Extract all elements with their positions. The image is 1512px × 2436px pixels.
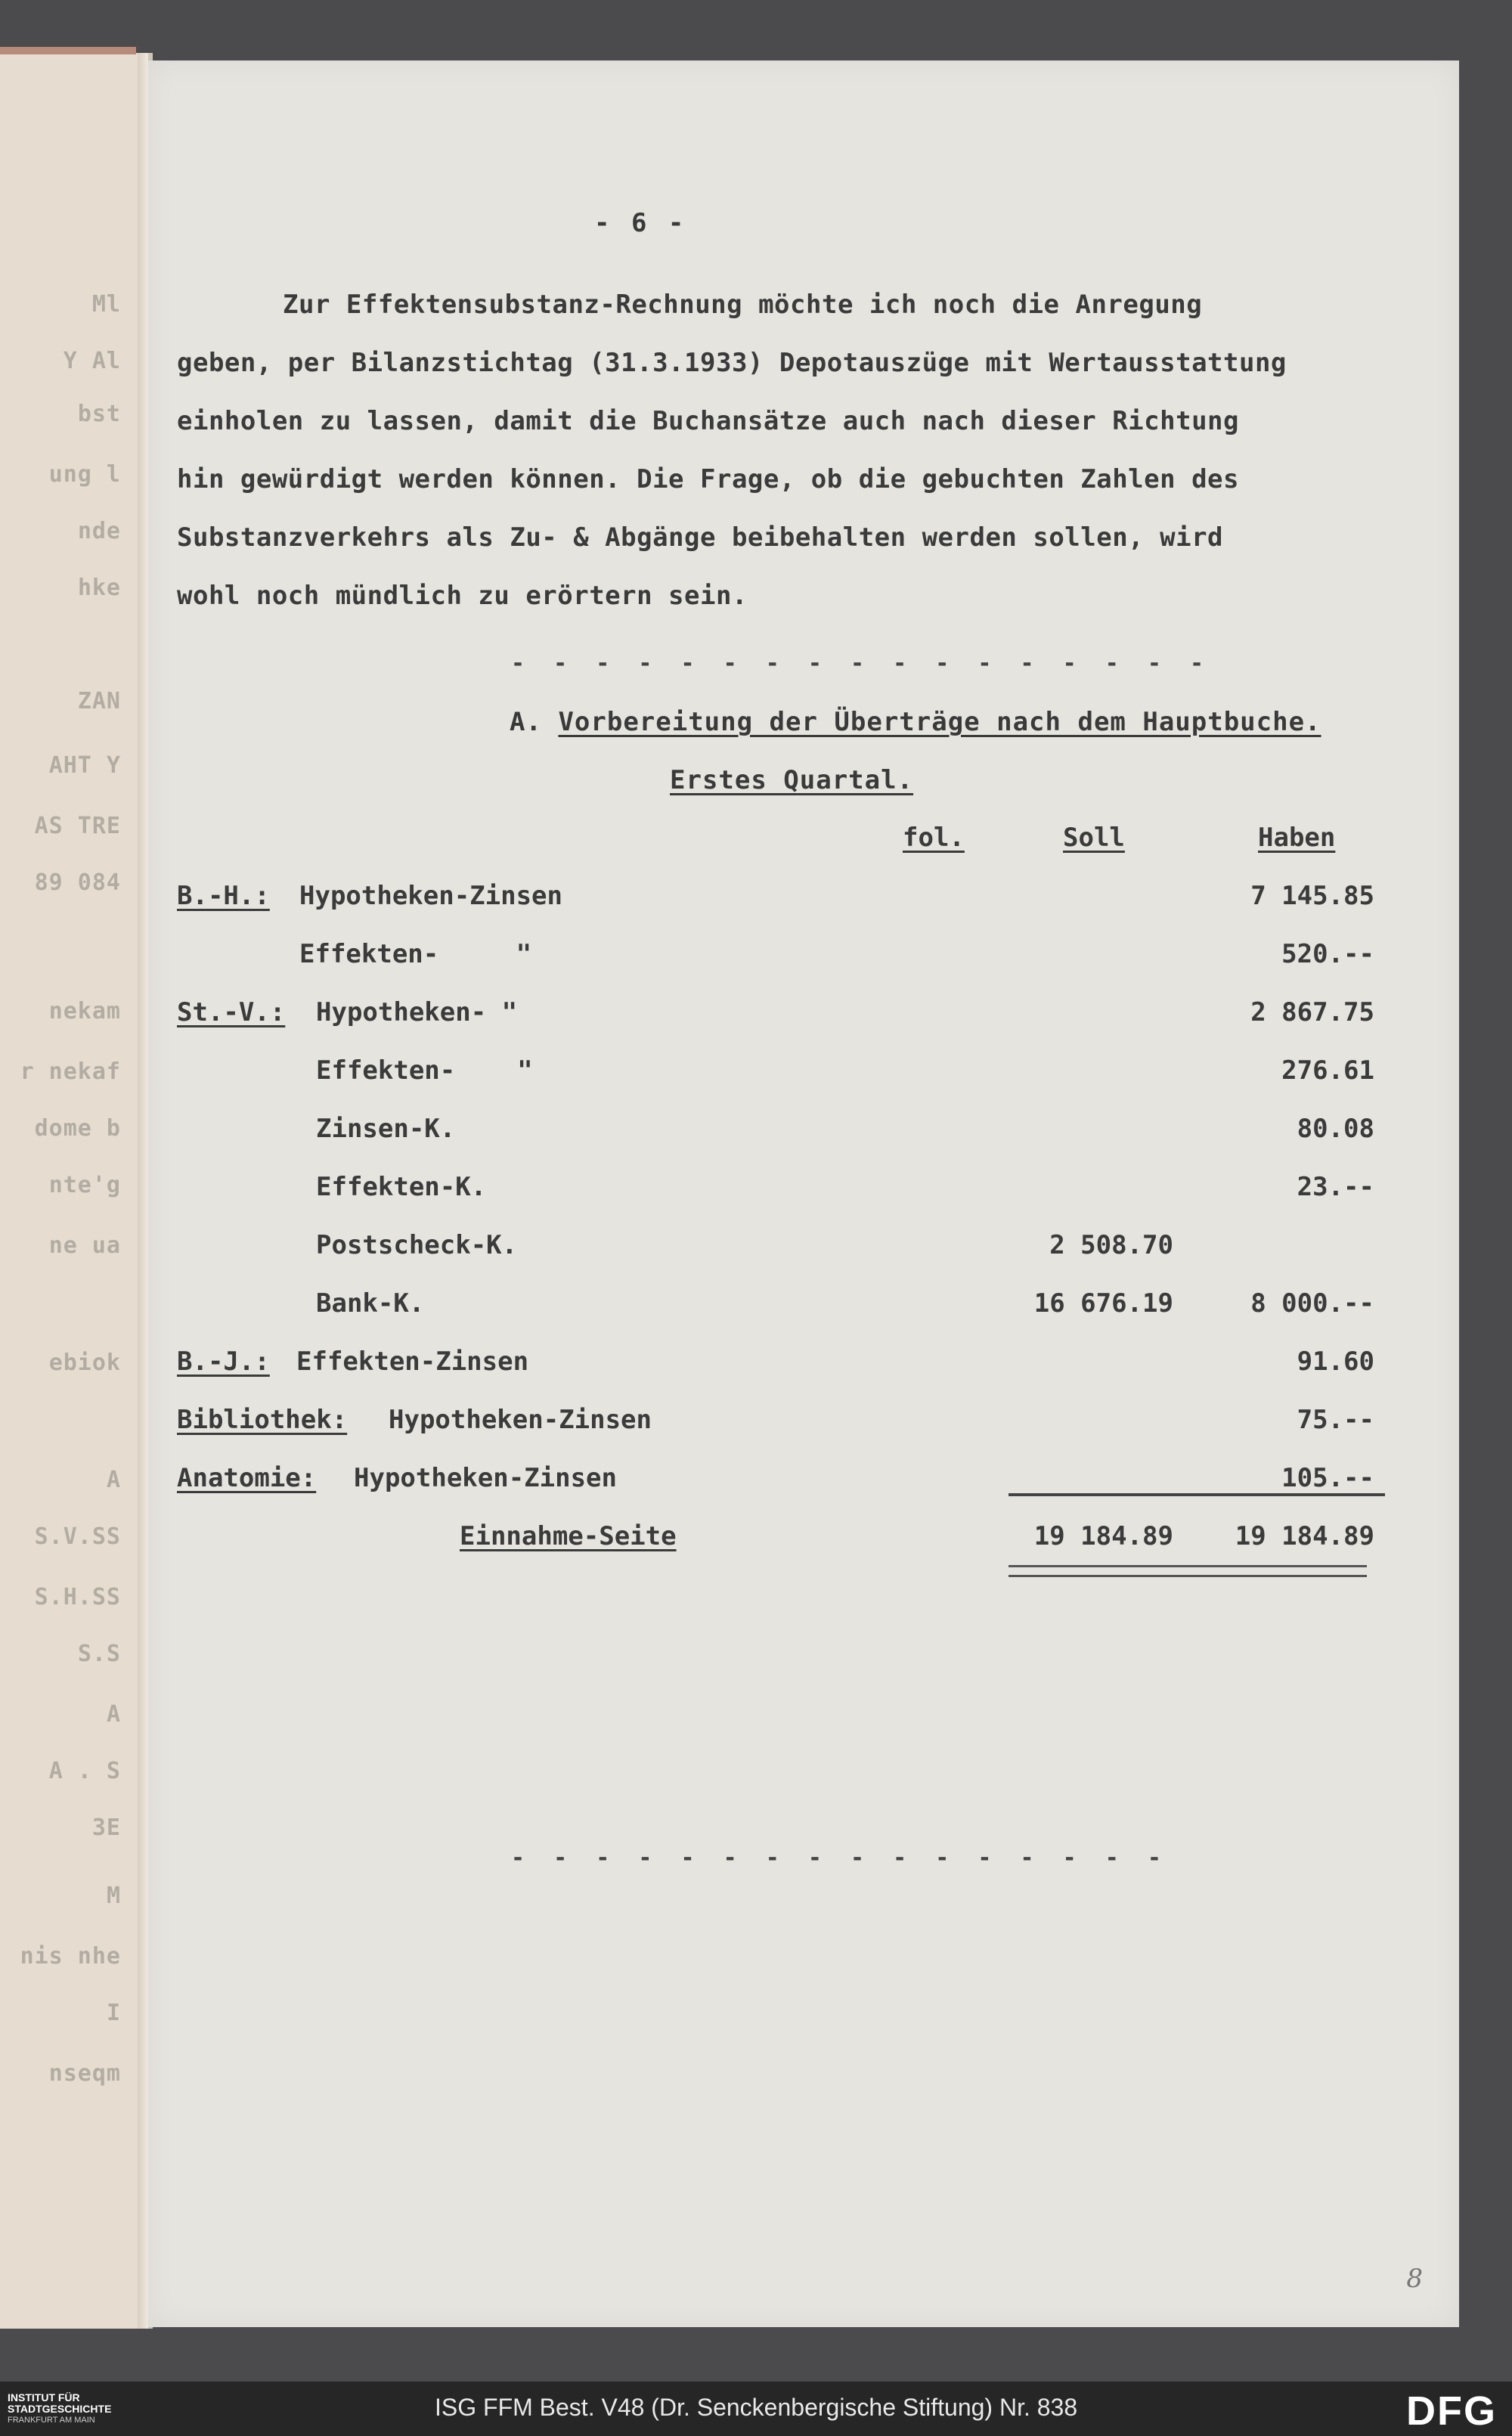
table-header — [148, 823, 1459, 876]
fragment: AHT Y — [48, 752, 121, 779]
archive-caption: ISG FFM Best. V48 (Dr. Senckenbergische Stiftung) Nr. 838 — [435, 2394, 1078, 2421]
fragment: nis nhe — [20, 1943, 121, 1970]
table-row — [148, 997, 1459, 1050]
separator-line-bottom: - - - - - - - - - - - - - - - - — [511, 1845, 1169, 1871]
row-soll: 16 676.19 — [1033, 1288, 1173, 1319]
table-row — [148, 939, 1459, 992]
fragment: AS TRE — [34, 813, 121, 839]
row-haben: 8 000.-- — [1250, 1288, 1374, 1319]
table-row — [148, 1055, 1459, 1108]
table-row — [148, 1288, 1459, 1341]
fragment: A — [106, 1467, 121, 1493]
total-soll: 19 184.89 — [1033, 1521, 1173, 1551]
table-row — [148, 881, 1459, 934]
row-label: Hypotheken-Zinsen — [389, 1405, 652, 1435]
fragment: ne ua — [48, 1232, 121, 1259]
quarter-title: Erstes Quartal. — [670, 765, 914, 795]
fragment: ebiok — [48, 1350, 121, 1376]
paragraph-line: wohl noch mündlich zu erörtern sein. — [177, 581, 748, 611]
fragment: hke — [77, 575, 121, 601]
left-facing-page — [0, 53, 153, 2329]
institute-logo — [8, 2392, 111, 2426]
fragment: r nekaf — [20, 1058, 121, 1085]
fragment: S.V.SS — [34, 1523, 121, 1550]
fragment: S.H.SS — [34, 1584, 121, 1610]
fragment: ung l — [48, 461, 121, 488]
row-label: Effekten-K. — [316, 1172, 487, 1202]
row-soll: 2 508.70 — [1049, 1230, 1173, 1260]
row-label: Effekten-Zinsen — [296, 1347, 529, 1377]
row-haben: 75.-- — [1297, 1405, 1374, 1435]
fragment: A . S — [48, 1758, 121, 1784]
fragment: M — [106, 1883, 121, 1909]
section-heading — [510, 707, 1321, 737]
row-haben: 91.60 — [1297, 1347, 1374, 1377]
row-label: Postscheck-K. — [316, 1230, 518, 1260]
row-haben: 105.-- — [1281, 1463, 1374, 1493]
fragment: 3E — [91, 1815, 121, 1841]
institute-line: STADTGESCHICHTE — [8, 2403, 112, 2415]
row-label: Effekten- " — [316, 1055, 533, 1086]
row-group: Bibliothek: — [177, 1405, 348, 1435]
row-label: Effekten- " — [299, 939, 532, 969]
double-underline — [1009, 1565, 1367, 1577]
page-number: - 6 - — [594, 208, 687, 238]
binding-strip — [0, 47, 136, 54]
fragment: dome b — [34, 1115, 121, 1142]
section-title: Vorbereitung der Überträge nach dem Hauptbuche. — [558, 707, 1321, 737]
fragment: 89 084 — [34, 869, 121, 896]
row-group: Anatomie: — [177, 1463, 317, 1493]
row-haben: 520.-- — [1281, 939, 1374, 969]
document-page — [148, 60, 1459, 2327]
header-haben: Haben — [1258, 823, 1336, 853]
paragraph-line: geben, per Bilanzstichtag (31.3.1933) Depotauszüge mit Wertausstattung — [177, 348, 1287, 378]
row-haben: 276.61 — [1281, 1055, 1374, 1086]
row-group: St.-V.: — [177, 997, 286, 1027]
dfg-logo: DFG — [1406, 2388, 1497, 2434]
total-label: Einnahme-Seite — [460, 1521, 677, 1551]
fragment: A — [106, 1701, 121, 1728]
table-row — [148, 1405, 1459, 1458]
row-label: Hypotheken-Zinsen — [299, 881, 562, 911]
section-prefix: A. — [510, 707, 542, 737]
row-label: Hypotheken-Zinsen — [354, 1463, 617, 1493]
table-row — [148, 1230, 1459, 1283]
row-haben: 2 867.75 — [1250, 997, 1374, 1027]
fragment: bst — [77, 401, 121, 427]
page-edge — [138, 53, 148, 2329]
paragraph-line: einholen zu lassen, damit die Buchansätze auch nach dieser Richtung — [177, 406, 1239, 436]
row-label: Hypotheken- " — [316, 997, 518, 1027]
fragment: ZAN — [77, 688, 121, 714]
fragment: Ml — [91, 291, 121, 318]
paragraph-line: hin gewürdigt werden können. Die Frage, ob die gebuchten Zahlen des — [177, 464, 1239, 494]
footer-bar — [0, 2382, 1512, 2436]
fragment: S.S — [77, 1641, 121, 1667]
fragment: nekam — [48, 998, 121, 1024]
fragment: Y Al — [63, 348, 121, 374]
pencil-page-number: 8 — [1406, 2264, 1423, 2294]
fragment: nte'g — [48, 1172, 121, 1198]
fragment: I — [106, 2000, 121, 2026]
institute-city: FRANKFURT AM MAIN — [8, 2416, 95, 2425]
institute-line: INSTITUT FÜR — [8, 2391, 80, 2403]
table-row — [148, 1347, 1459, 1399]
fragment: nde — [77, 518, 121, 544]
row-group: B.-J.: — [177, 1347, 270, 1377]
row-group: B.-H.: — [177, 881, 270, 911]
row-haben: 80.08 — [1297, 1114, 1374, 1144]
paragraph-line: Zur Effektensubstanz-Rechnung möchte ich noch die Anregung — [283, 290, 1203, 320]
table-row — [148, 1172, 1459, 1225]
total-haben: 19 184.89 — [1235, 1521, 1374, 1551]
row-haben: 23.-- — [1297, 1172, 1374, 1202]
row-haben: 7 145.85 — [1250, 881, 1374, 911]
separator-line: - - - - - - - - - - - - - - - - - — [511, 650, 1212, 677]
row-label: Zinsen-K. — [316, 1114, 456, 1144]
sum-rule — [1009, 1493, 1385, 1496]
table-row — [148, 1463, 1459, 1516]
fragment: nseqm — [48, 2060, 121, 2087]
body-paragraph — [177, 276, 1432, 625]
paragraph-line: Substanzverkehrs als Zu- & Abgänge beibehalten werden sollen, wird — [177, 522, 1224, 553]
header-fol: fol. — [903, 823, 965, 853]
table-row — [148, 1114, 1459, 1167]
row-label: Bank-K. — [316, 1288, 425, 1319]
header-soll: Soll — [1063, 823, 1125, 853]
